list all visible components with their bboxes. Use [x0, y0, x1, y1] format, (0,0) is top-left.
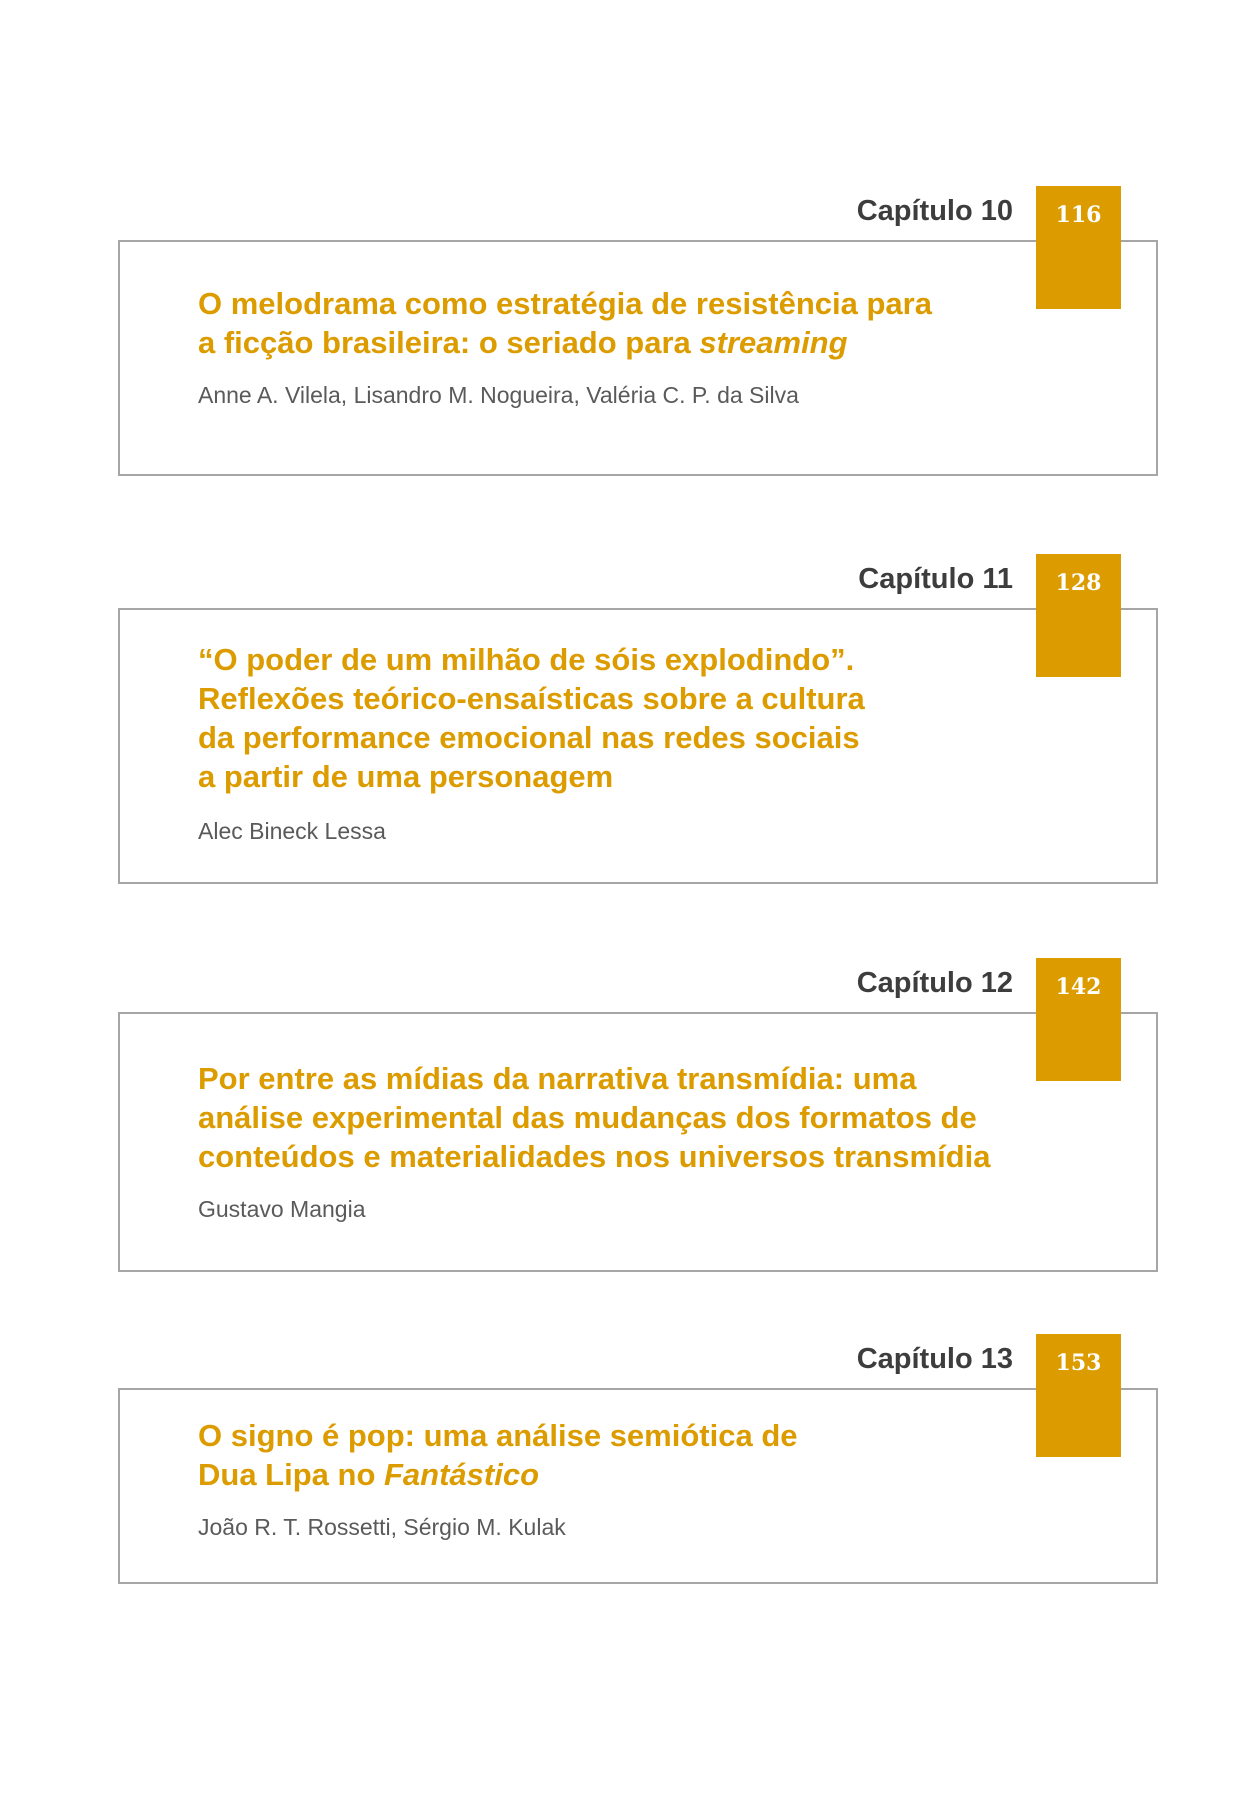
chapter-title[interactable] — [198, 640, 865, 796]
chapter-box — [118, 1388, 1158, 1584]
page-number-tab[interactable]: 142 — [1036, 958, 1121, 1081]
chapter-authors: Gustavo Mangia — [198, 1196, 366, 1222]
title-line: da performance emocional nas redes sociais — [198, 720, 860, 755]
chapter-authors: João R. T. Rossetti, Sérgio M. Kulak — [198, 1514, 566, 1540]
title-line: análise experimental das mudanças dos formatos de — [198, 1100, 977, 1135]
page-number-tab[interactable]: 128 — [1036, 554, 1121, 677]
chapter-title[interactable] — [198, 1059, 990, 1176]
chapter-box — [118, 1012, 1158, 1272]
title-line: Dua Lipa no Fantástico — [198, 1457, 540, 1492]
chapter-authors: Alec Bineck Lessa — [198, 818, 386, 844]
chapter-title[interactable] — [198, 284, 932, 362]
title-line: conteúdos e materialidades nos universos transmídia — [198, 1139, 991, 1174]
chapter-label: Capítulo 11 — [858, 563, 1013, 595]
title-line: O signo é pop: uma análise semiótica de — [198, 1418, 798, 1453]
toc-entry-chapter-11[interactable] — [118, 554, 1158, 884]
chapter-label: Capítulo 13 — [856, 1343, 1013, 1375]
title-line: Reflexões teórico-ensaísticas sobre a cultura — [198, 681, 865, 716]
chapter-title[interactable] — [198, 1416, 798, 1494]
chapter-box — [118, 240, 1158, 476]
chapter-label: Capítulo 12 — [856, 967, 1013, 999]
title-line: “O poder de um milhão de sóis explodindo”. — [198, 642, 855, 677]
chapter-label: Capítulo 10 — [856, 195, 1013, 227]
title-line: O melodrama como estratégia de resistência para — [198, 286, 932, 321]
page-number-tab[interactable]: 153 — [1036, 1334, 1121, 1457]
chapter-authors: Anne A. Vilela, Lisandro M. Nogueira, Valéria C. P. da Silva — [198, 382, 799, 408]
title-line: Por entre as mídias da narrativa transmídia: uma — [198, 1061, 917, 1096]
toc-entry-chapter-12[interactable] — [118, 958, 1158, 1272]
toc-entry-chapter-13[interactable] — [118, 1334, 1158, 1584]
chapter-box — [118, 608, 1158, 884]
title-line: a ficção brasileira: o seriado para streaming — [198, 325, 848, 360]
toc-entry-chapter-10[interactable] — [118, 186, 1158, 476]
title-line: a partir de uma personagem — [198, 759, 614, 794]
page-number-tab[interactable]: 116 — [1036, 186, 1121, 309]
